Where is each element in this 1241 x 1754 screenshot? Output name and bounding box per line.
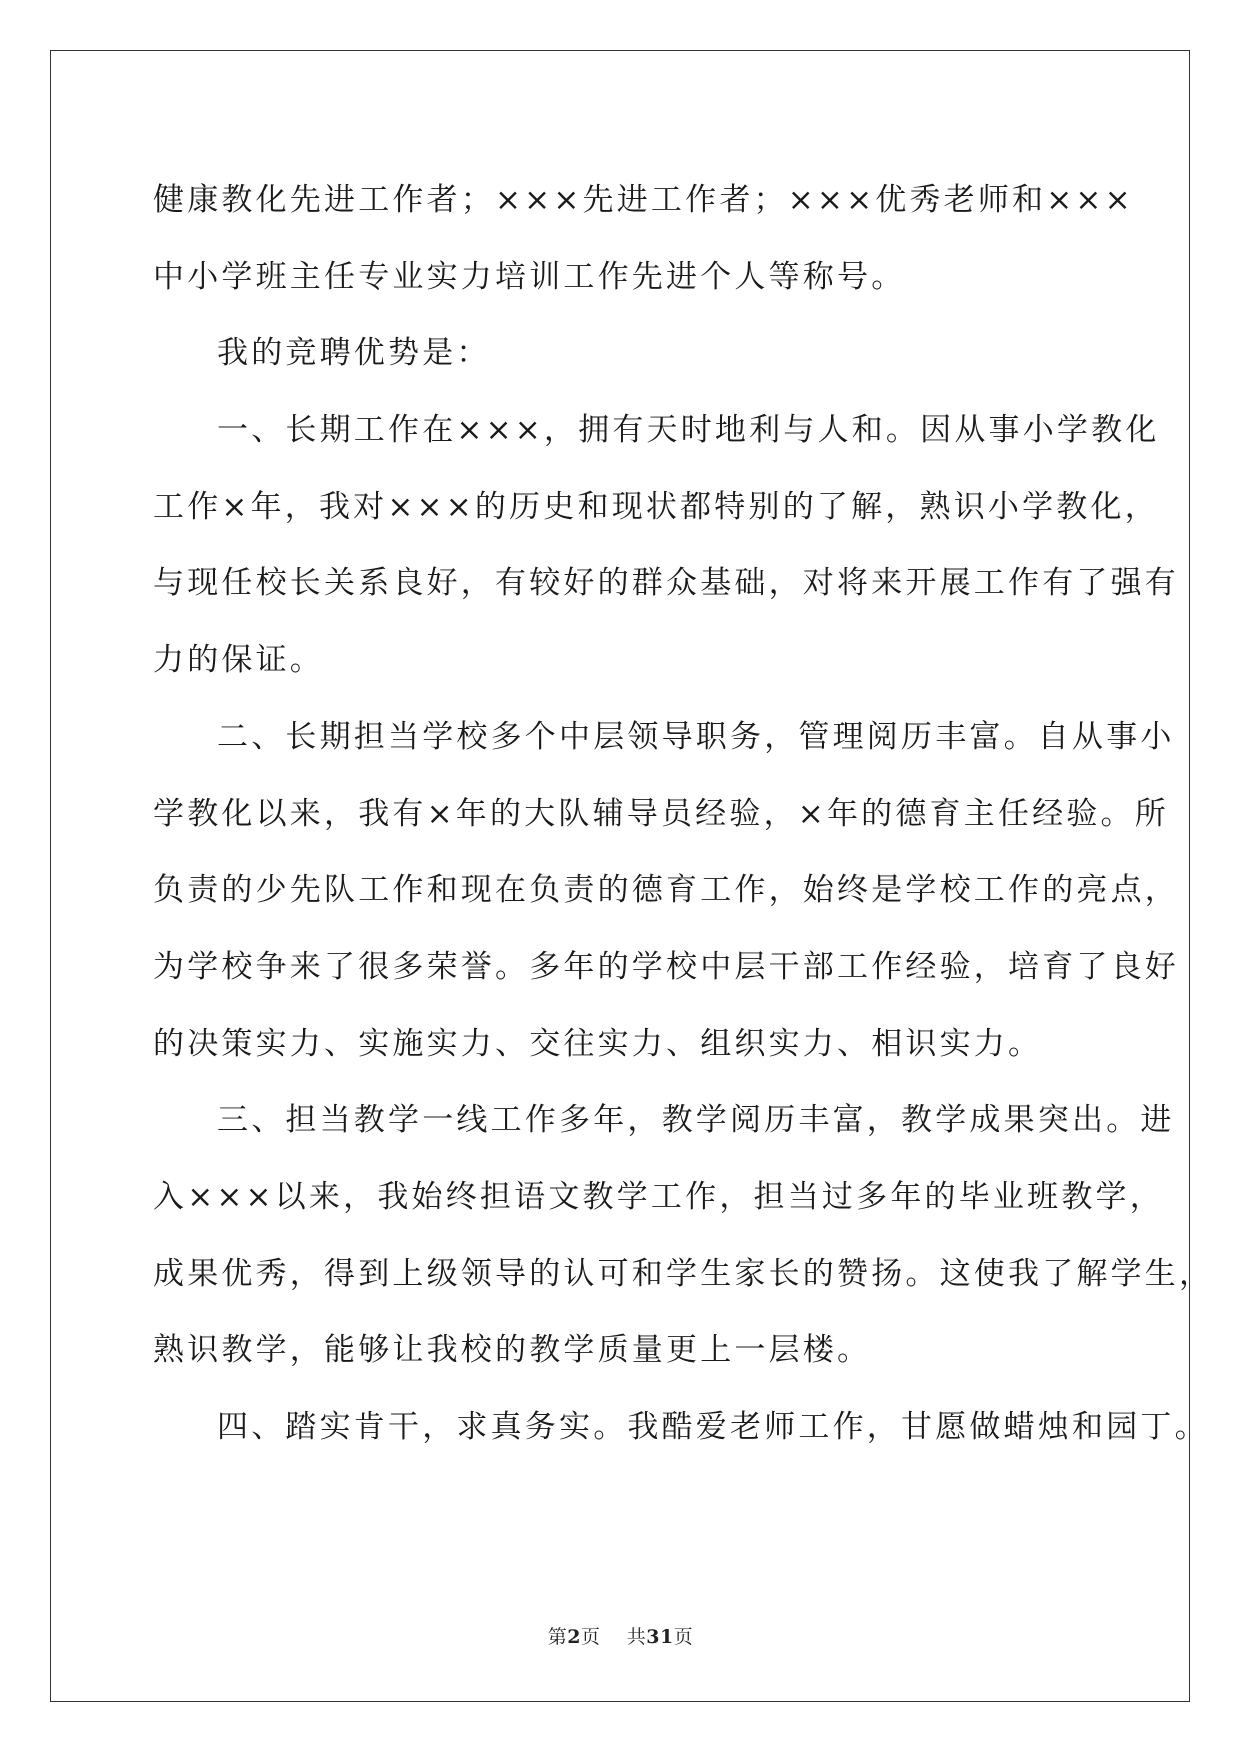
text-line: 健康教化先进工作者；×××先进工作者；×××优秀老师和××× [153, 182, 1134, 218]
paragraph [153, 392, 1179, 699]
text-line: 三、担当教学一线工作多年，教学阅历丰富，教学成果突出。进 [217, 1102, 1175, 1139]
text-line: 成果优秀，得到上级领导的认可和学生家长的赞扬。这使我了解学生， [153, 1255, 1214, 1292]
text-line: 二、长期担当学校多个中层领导职务，管理阅历丰富。自从事小 [217, 718, 1175, 755]
text-line: 入×××以来，我始终担语文教学工作，担当过多年的毕业班教学， [153, 1178, 1164, 1215]
text-line: 为学校争来了很多荣誉。多年的学校中层干部工作经验，培育了良好 [153, 948, 1179, 985]
text-line: 熟识教学，能够让我校的教学质量更上一层楼。 [153, 1332, 872, 1369]
text-line: 的决策实力、实施实力、交往实力、组织实力、相识实力。 [153, 1025, 1043, 1062]
text-line: 工作×年，我对×××的历史和现状都特别的了解，熟识小学教化， [153, 488, 1159, 525]
paragraph [153, 1082, 1214, 1389]
footer-page-number: 2 [567, 1626, 582, 1648]
text-line: 学教化以来，我有×年的大队辅导员经验，×年的德育主任经验。所 [153, 795, 1169, 832]
paragraph [153, 315, 1123, 392]
text-line: 我的竞聘优势是： [217, 335, 491, 372]
text-line: 中小学班主任专业实力培训工作先进个人等称号。 [153, 258, 906, 295]
footer-total-pages: 31 [646, 1626, 674, 1648]
text-line: 负责的少先队工作和现在负责的德育工作，始终是学校工作的亮点， [153, 872, 1179, 909]
footer-total-suffix: 页 [673, 1626, 694, 1648]
footer-prefix: 第 [547, 1626, 568, 1648]
page-footer [0, 1622, 1241, 1649]
document-body [153, 162, 1214, 1466]
text-line: 力的保证。 [153, 642, 324, 679]
paragraph [153, 699, 1179, 1082]
text-line: 四、踏实肯干，求真务实。我酷爱老师工作，甘愿做蜡烛和园丁。 [217, 1409, 1209, 1445]
text-line: 与现任校长关系良好，有较好的群众基础，对将来开展工作有了强有 [153, 565, 1179, 602]
footer-total-prefix: 共 [626, 1626, 647, 1648]
paragraph [153, 1389, 1209, 1466]
paragraph [153, 162, 1134, 315]
text-line: 一、长期工作在×××，拥有天时地利与人和。因从事小学教化 [217, 412, 1160, 449]
footer-page-suffix: 页 [581, 1626, 601, 1648]
